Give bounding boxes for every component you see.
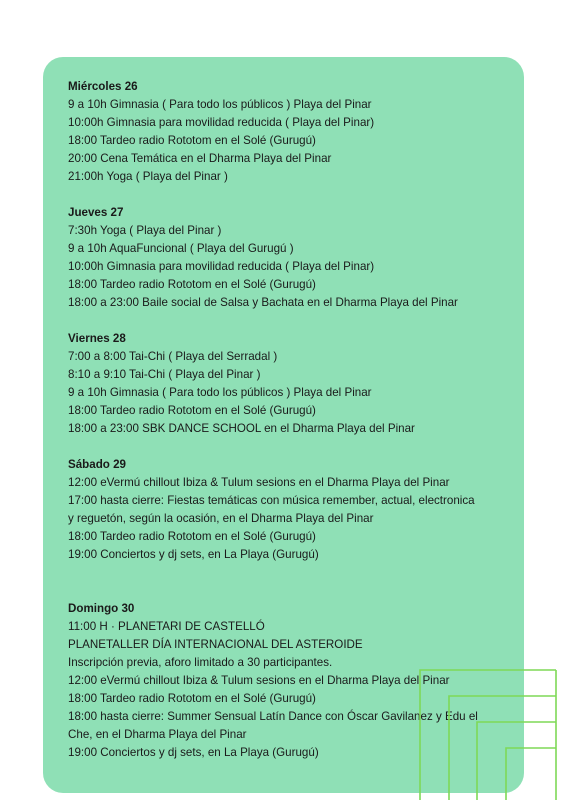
day-jueves	[68, 204, 508, 312]
schedule-content	[68, 78, 508, 762]
event-line: 8:10 a 9:10 Tai-Chi ( Playa del Pinar )	[68, 368, 261, 381]
day-title: Viernes 28	[68, 332, 126, 345]
event-line: 10:00h Gimnasia para movilidad reducida ( Playa del Pinar)	[68, 260, 375, 273]
event-line: 12:00 eVermú chillout Ibiza & Tulum sesions en el Dharma Playa del Pinar	[68, 476, 450, 489]
day-title: Miércoles 26	[68, 80, 138, 93]
event-line: 18:00 hasta cierre: Summer Sensual Latín Dance con Óscar Gavilanez y Edu el	[68, 710, 478, 723]
event-line: 18:00 Tardeo radio Rototom en el Solé (Gurugú)	[68, 404, 316, 417]
event-line: Che, en el Dharma Playa del Pinar	[68, 728, 247, 741]
event-line: 21:00h Yoga ( Playa del Pinar )	[68, 170, 228, 183]
day-title: Sábado 29	[68, 458, 126, 471]
event-line: 9 a 10h AquaFuncional ( Playa del Gurugú )	[68, 242, 294, 255]
event-line: y reguetón, según la ocasión, en el Dharma Playa del Pinar	[68, 512, 374, 525]
event-line: 7:30h Yoga ( Playa del Pinar )	[68, 224, 222, 237]
day-title: Domingo 30	[68, 602, 135, 615]
event-line: 11:00 H · PLANETARI DE CASTELLÓ	[68, 620, 265, 633]
event-line: 18:00 a 23:00 Baile social de Salsa y Bachata en el Dharma Playa del Pinar	[68, 296, 458, 309]
event-line: 20:00 Cena Temática en el Dharma Playa del Pinar	[68, 152, 332, 165]
event-line: 18:00 a 23:00 SBK DANCE SCHOOL en el Dharma Playa del Pinar	[68, 422, 415, 435]
event-line: Inscripción previa, aforo limitado a 30 participantes.	[68, 656, 333, 669]
day-sabado	[68, 456, 508, 564]
event-line: 18:00 Tardeo radio Rototom en el Solé (Gurugú)	[68, 134, 316, 147]
event-line: 18:00 Tardeo radio Rototom en el Solé (Gurugú)	[68, 692, 316, 705]
event-line: 18:00 Tardeo radio Rototom en el Solé (Gurugú)	[68, 530, 316, 543]
day-viernes	[68, 330, 508, 438]
event-line: 19:00 Conciertos y dj sets, en La Playa (Gurugú)	[68, 746, 319, 759]
event-line: 12:00 eVermú chillout Ibiza & Tulum sesions en el Dharma Playa del Pinar	[68, 674, 450, 687]
event-line: 19:00 Conciertos y dj sets, en La Playa (Gurugú)	[68, 548, 319, 561]
day-title: Jueves 27	[68, 206, 124, 219]
event-line: 7:00 a 8:00 Tai-Chi ( Playa del Serradal )	[68, 350, 278, 363]
event-line: 18:00 Tardeo radio Rototom en el Solé (Gurugú)	[68, 278, 316, 291]
day-domingo	[68, 600, 508, 762]
day-miercoles	[68, 78, 508, 186]
event-line: 9 a 10h Gimnasia ( Para todo los públicos ) Playa del Pinar	[68, 386, 372, 399]
event-line: 10:00h Gimnasia para movilidad reducida ( Playa del Pinar)	[68, 116, 375, 129]
event-line: PLANETALLER DÍA INTERNACIONAL DEL ASTEROIDE	[68, 638, 363, 651]
event-line: 9 a 10h Gimnasia ( Para todo los públicos ) Playa del Pinar	[68, 98, 372, 111]
event-line: 17:00 hasta cierre: Fiestas temáticas con música remember, actual, electronica	[68, 494, 475, 507]
